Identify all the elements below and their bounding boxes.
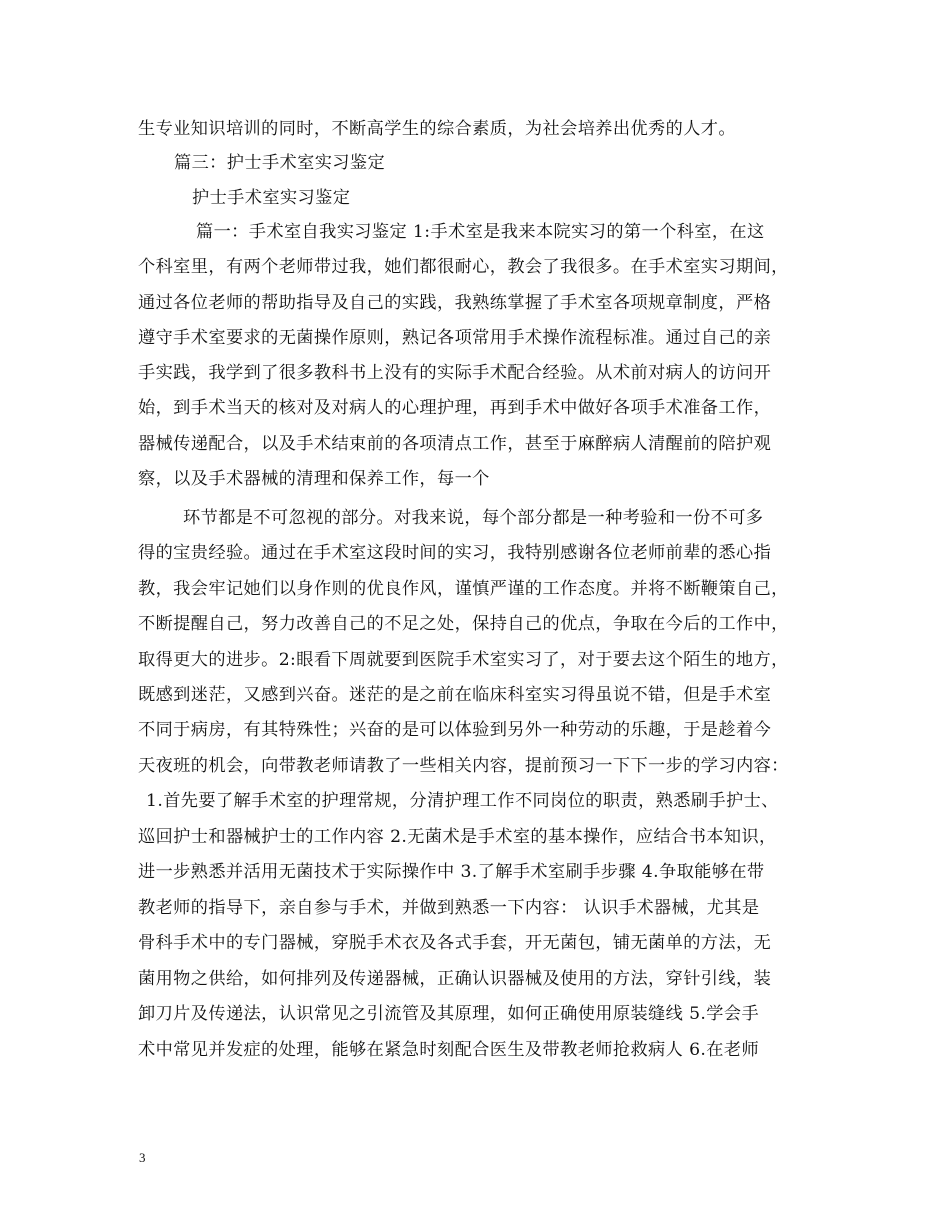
text-line: 通过各位老师的帮助指导及自己的实践，我熟练掌握了手术室各项规章制度，严格 bbox=[138, 293, 772, 313]
text-line: 教，我会牢记她们以身作则的优良作风，谨慎严谨的工作态度。并将不断鞭策自己， bbox=[138, 579, 789, 599]
text-line: 教老师的指导下，亲自参与手术，并做到熟悉一下内容： 认识手术器械，尤其是 bbox=[138, 898, 760, 918]
text-line: 篇一：手术室自我实习鉴定 1:手术室是我来本院实习的第一个科室，在这 bbox=[196, 222, 765, 242]
text-line: 个科室里，有两个老师带过我，她们都很耐心，教会了我很多。在手术室实习期间， bbox=[138, 257, 789, 277]
page-number: 3 bbox=[139, 1150, 146, 1165]
text-line: 巡回护士和器械护士的工作内容 2.无菌术是手术室的基本操作，应结合书本知识， bbox=[138, 827, 777, 847]
text-line: 察，以及手术器械的清理和保养工作，每一个 bbox=[138, 469, 490, 489]
text-line: 既感到迷茫，又感到兴奋。迷茫的是之前在临床科室实习得虽说不错，但是手术室 bbox=[138, 685, 772, 705]
section-heading: 篇三：护士手术室实习鉴定 bbox=[174, 153, 386, 173]
text-line: 1.首先要了解手术室的护理常规，分清护理工作不同岗位的职责，熟悉刷手护士、 bbox=[146, 791, 779, 811]
text-line: 手实践，我学到了很多教科书上没有的实际手术配合经验。从术前对病人的访问开 bbox=[138, 363, 772, 383]
article-title: 护士手术室实习鉴定 bbox=[192, 188, 351, 208]
text-line: 卸刀片及传递法，认识常见之引流管及其原理，如何正确使用原装缝线 5.学会手 bbox=[138, 1004, 760, 1024]
text-line: 不同于病房，有其特殊性；兴奋的是可以体验到另外一种劳动的乐趣，于是趁着今 bbox=[138, 720, 772, 740]
text-line: 器械传递配合，以及手术结束前的各项清点工作，甚至于麻醉病人清醒前的陪护观 bbox=[138, 434, 772, 454]
text-line: 进一步熟悉并活用无菌技术于实际操作中 3.了解手术室刷手步骤 4.争取能够在带 bbox=[138, 862, 765, 882]
text-line: 术中常见并发症的处理，能够在紧急时刻配合医生及带教老师抢救病人 6.在老师 bbox=[138, 1040, 760, 1060]
text-line: 得的宝贵经验。通过在手术室这段时间的实习，我特别感谢各位老师前辈的悉心指 bbox=[138, 543, 772, 563]
text-line: 遵守手术室要求的无菌操作原则，熟记各项常用手术操作流程标准。通过自己的亲 bbox=[138, 328, 772, 348]
text-line: 菌用物之供给，如何排列及传递器械，正确认识器械及使用的方法，穿针引线，装 bbox=[138, 969, 772, 989]
text-line: 始，到手术当天的核对及对病人的心理护理，再到手术中做好各项手术准备工作， bbox=[138, 398, 772, 418]
text-line: 天夜班的机会，向带教老师请教了一些相关内容，提前预习一下下一步的学习内容： bbox=[138, 756, 789, 776]
text-line: 不断提醒自己，努力改善自己的不足之处，保持自己的优点，争取在今后的工作中， bbox=[138, 614, 789, 634]
text-line: 生专业知识培训的同时，不断高学生的综合素质，为社会培养出优秀的人才。 bbox=[138, 119, 736, 139]
text-line: 取得更大的进步。2:眼看下周就要到医院手术室实习了，对于要去这个陌生的地方， bbox=[138, 650, 789, 670]
text-line: 骨科手术中的专门器械，穿脱手术衣及各式手套，开无菌包，铺无菌单的方法，无 bbox=[138, 933, 772, 953]
text-line: 环节都是不可忽视的部分。对我来说，每个部分都是一种考验和一份不可多 bbox=[183, 508, 764, 528]
